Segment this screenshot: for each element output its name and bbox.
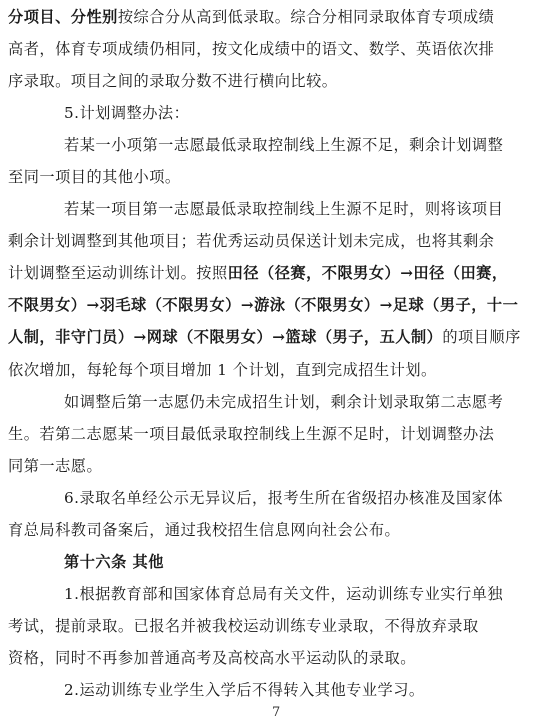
- text-line: [8, 360, 557, 380]
- text-line: [8, 7, 557, 27]
- text-segment: 同第一志愿。: [8, 457, 103, 475]
- text-segment: 序录取。项目之间的录取分数不进行横向比较。: [8, 72, 338, 90]
- page-number: 7: [272, 705, 281, 720]
- text-segment: 依次增加，每轮每个项目增加 1 个计划，直到完成招生计划。: [8, 361, 437, 379]
- text-line: [8, 71, 557, 91]
- text-segment: 2.运动训练专业学生入学后不得转入其他专业学习。: [64, 681, 425, 699]
- bold-text: 不限男女）→羽毛球（不限男女）→游泳（不限男女）→足球（男子，十一: [8, 296, 519, 314]
- bold-text: 第十六条: [64, 553, 127, 571]
- text-line: [8, 424, 557, 444]
- text-segment: 5.计划调整办法：: [64, 104, 190, 122]
- text-line: [64, 392, 557, 412]
- text-line: [64, 135, 557, 155]
- bold-text: 分项目、分性别: [8, 8, 118, 26]
- text-segment: 资格，同时不再参加普通高考及高校高水平运动队的录取。: [8, 649, 416, 667]
- text-line: [64, 584, 557, 604]
- text-line: [64, 488, 557, 508]
- text-segment: 考试，提前录取。已报名并被我校运动训练专业录取，不得放弃录取: [8, 617, 479, 635]
- bold-text: 田径（径赛，不限男女）→田径（田赛，: [227, 264, 508, 282]
- text-line: [8, 231, 557, 251]
- text-segment: 的项目顺序: [442, 328, 521, 346]
- text-line: [8, 616, 557, 636]
- text-line: [64, 199, 557, 219]
- text-segment: 剩余计划调整到其他项目；若优秀运动员保送计划未完成，也将其剩余: [8, 232, 495, 250]
- text-line: [64, 552, 557, 572]
- text-line: [8, 456, 557, 476]
- bold-text: 其他: [126, 553, 164, 571]
- text-line: [8, 295, 557, 315]
- text-segment: 生。若第二志愿某一项目最低录取控制线上生源不足时，计划调整办法: [8, 425, 495, 443]
- text-segment: 6.录取名单经公示无异议后，报考生所在省级招办核准及国家体: [64, 489, 504, 507]
- text-line: [64, 103, 557, 123]
- text-segment: 育总局科教司备案后，通过我校招生信息网向社会公布。: [8, 521, 401, 539]
- text-line: [8, 167, 557, 187]
- text-segment: 计划调整至运动训练计划。按照: [8, 264, 228, 282]
- text-line: [8, 263, 557, 283]
- text-line: [8, 39, 557, 59]
- text-segment: 1.根据教育部和国家体育总局有关文件，运动训练专业实行单独: [64, 585, 504, 603]
- text-line: [64, 680, 557, 700]
- text-segment: 若某一项目第一志愿最低录取控制线上生源不足时，则将该项目: [64, 200, 504, 218]
- text-line: [8, 648, 557, 668]
- text-segment: 高者，体育专项成绩仍相同，按文化成绩中的语文、数学、英语依次排: [8, 40, 495, 58]
- text-segment: 若某一小项第一志愿最低录取控制线上生源不足，剩余计划调整: [64, 136, 504, 154]
- text-segment: 按综合分从高到低录取。综合分相同录取体育专项成绩: [117, 8, 495, 26]
- bold-text: 人制，非守门员）→网球（不限男女）→篮球（男子，五人制）: [8, 328, 443, 346]
- text-line: [8, 327, 557, 347]
- text-segment: 至同一项目的其他小项。: [8, 168, 181, 186]
- text-segment: 如调整后第一志愿仍未完成招生计划，剩余计划录取第二志愿考: [64, 393, 504, 411]
- text-line: [8, 520, 557, 540]
